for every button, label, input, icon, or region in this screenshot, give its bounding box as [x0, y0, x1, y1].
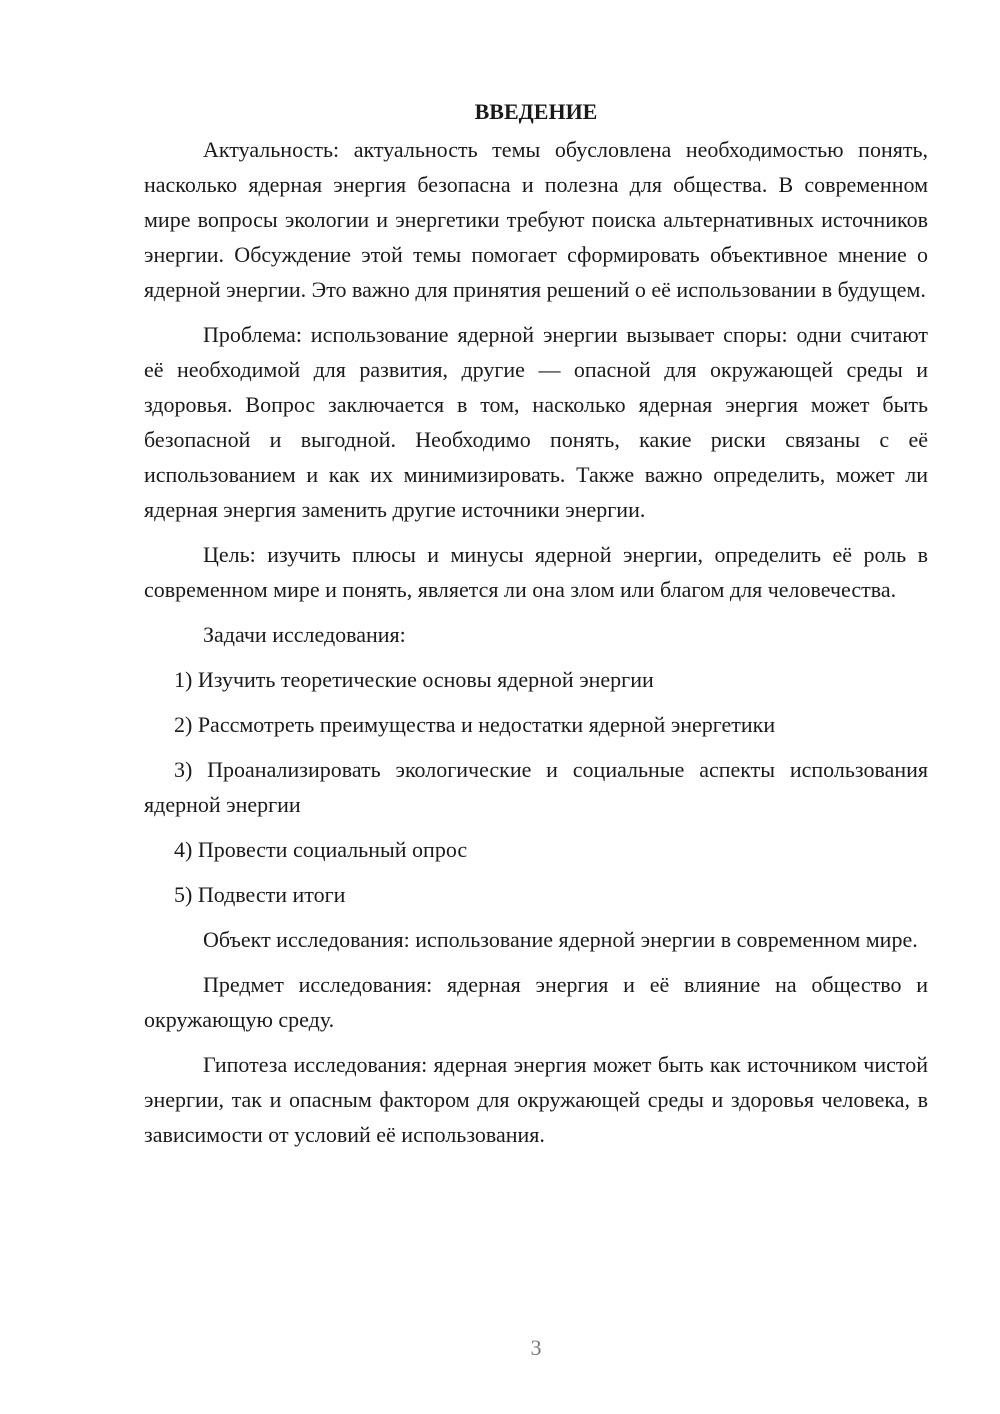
tasks-heading: Задачи исследования:: [203, 622, 406, 647]
hypothesis-paragraph: Гипотеза исследования: ядерная энергия может быть как источником чистой энергии, так и опасным фактором для окружающей среды и здоровья человека, в зависимости от условий её использования.: [144, 1052, 928, 1147]
page-title: ВВЕДЕНИЕ: [474, 99, 598, 124]
task-item-4: 4) Провести социальный опрос: [174, 837, 468, 862]
object-paragraph: Объект исследования: использование ядерной энергии в современном мире.: [203, 927, 918, 952]
page-number: 3: [530, 1335, 542, 1360]
relevance-paragraph: Актуальность: актуальность темы обусловлена необходимостью понять, насколько ядерная энергия безопасна и полезна для общества. В современном мире вопросы экологии и энергетики требуют поиска альтернативных источников энергии. Обсуждение этой темы помогает сформировать объективное мнение о ядерной энергии. Это важно для принятия решений о её использовании в будущем.: [144, 137, 928, 302]
page-content: [144, 94, 928, 1162]
subject-paragraph: Предмет исследования: ядерная энергия и её влияние на общество и окружающую среду.: [144, 972, 928, 1032]
task-item-2: 2) Рассмотреть преимущества и недостатки ядерной энергетики: [174, 712, 776, 737]
task-item-5: 5) Подвести итоги: [174, 882, 346, 907]
task-item-3: 3) Проанализировать экологические и социальные аспекты использования ядерной энергии: [144, 757, 928, 817]
goal-paragraph: Цель: изучить плюсы и минусы ядерной энергии, определить её роль в современном мире и понять, является ли она злом или благом для человечества.: [144, 542, 928, 602]
problem-paragraph: Проблема: использование ядерной энергии вызывает споры: одни считают её необходимой для развития, другие — опасной для окружающей среды и здоровья. Вопрос заключается в том, насколько ядерная энергия может быть безопасной и выгодной. Необходимо понять, какие риски связаны с её использованием и как их минимизировать. Также важно определить, может ли ядерная энергия заменить другие источники энергии.: [144, 322, 928, 522]
task-item-1: 1) Изучить теоретические основы ядерной энергии: [174, 667, 654, 692]
